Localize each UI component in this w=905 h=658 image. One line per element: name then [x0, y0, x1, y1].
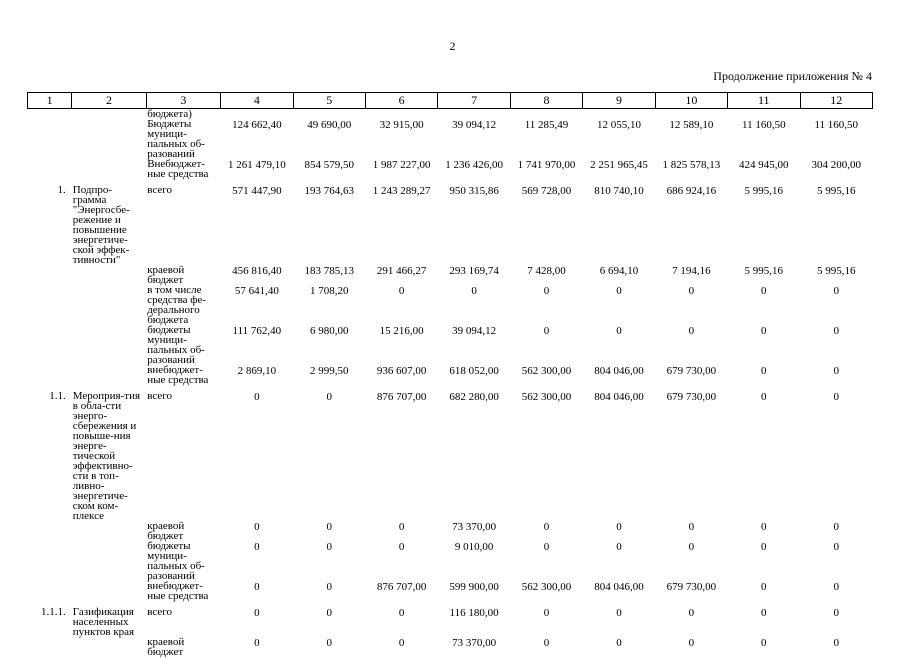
- row-code: [28, 365, 72, 391]
- value-cell: 0: [761, 541, 767, 553]
- value-cell: 571 447,90: [232, 185, 282, 197]
- value-cell: 12 589,10: [669, 119, 714, 131]
- column-header: 1: [28, 93, 72, 109]
- value-cell: 2 869,10: [237, 365, 277, 377]
- value-cell: 2 999,50: [310, 365, 349, 377]
- column-header: 6: [365, 93, 437, 109]
- value-cell: 193 764,63: [304, 185, 354, 197]
- value-cell: 1 987 227,00: [372, 159, 431, 171]
- column-header: 7: [438, 93, 510, 109]
- value-cell: 810 740,10: [594, 185, 644, 197]
- value-cell: 0: [761, 365, 767, 377]
- value-cell: 599 900,00: [449, 581, 499, 593]
- value-cell: 562 300,00: [521, 365, 572, 377]
- value-cell: 0: [398, 541, 405, 553]
- row-name: [72, 265, 146, 285]
- value-cell: 183 785,13: [304, 265, 354, 277]
- value-cell: 0: [761, 391, 767, 403]
- value-cell: 1 261 479,10: [227, 159, 286, 171]
- row-name: [72, 637, 146, 657]
- funding-source: Внебюджет-ные средства: [147, 158, 209, 180]
- value-cell: 0: [761, 637, 767, 649]
- value-cell: [583, 109, 655, 120]
- value-cell: 686 924,16: [666, 185, 717, 197]
- value-cell: 12 055,10: [596, 119, 641, 131]
- value-cell: 0: [398, 607, 405, 619]
- column-header: 10: [655, 93, 727, 109]
- row-code: [28, 119, 72, 159]
- value-cell: 293 169,74: [449, 265, 499, 277]
- value-cell: 9 010,00: [454, 541, 494, 553]
- column-header: 4: [221, 93, 293, 109]
- value-cell: 32 915,00: [379, 119, 424, 131]
- table-row: [28, 607, 873, 637]
- value-cell: 679 730,00: [666, 365, 717, 377]
- value-cell: 11 160,50: [814, 119, 859, 131]
- value-cell: 0: [543, 325, 550, 337]
- value-cell: 0: [326, 541, 332, 553]
- value-cell: 0: [398, 285, 405, 297]
- row-name: Подпро-грамма "Энергосбе-режение и повышение энергетиче-ской эффек-тивности": [72, 184, 130, 266]
- column-number-header-row: [28, 93, 873, 109]
- value-cell: 0: [616, 541, 622, 553]
- value-cell: 0: [833, 637, 839, 649]
- table-row: [28, 391, 873, 521]
- value-cell: 0: [326, 607, 332, 619]
- table-body: [28, 109, 873, 658]
- row-code: [28, 159, 72, 185]
- table-row: [28, 581, 873, 607]
- column-header: 11: [728, 93, 800, 109]
- budget-table: [27, 92, 873, 657]
- value-cell: 0: [254, 581, 260, 593]
- table-row: [28, 325, 873, 365]
- value-cell: 0: [688, 325, 695, 337]
- page-number: 2: [449, 39, 456, 53]
- value-cell: 682 280,00: [449, 391, 499, 403]
- value-cell: 0: [326, 581, 332, 593]
- value-cell: [510, 109, 582, 120]
- value-cell: 73 370,00: [452, 521, 497, 533]
- value-cell: [365, 109, 437, 120]
- table-row: [28, 265, 873, 285]
- value-cell: [293, 109, 365, 120]
- row-code: [28, 521, 72, 541]
- row-name: [72, 285, 146, 325]
- row-code: [28, 581, 72, 607]
- table-row: [28, 521, 873, 541]
- value-cell: 0: [616, 607, 622, 619]
- funding-source: всего: [147, 390, 172, 402]
- value-cell: 804 046,00: [594, 365, 644, 377]
- row-code: [28, 265, 72, 285]
- table-row: [28, 119, 873, 159]
- row-code: [28, 285, 72, 325]
- value-cell: 73 370,00: [452, 637, 497, 649]
- value-cell: 0: [833, 521, 839, 533]
- value-cell: [655, 109, 727, 120]
- value-cell: 0: [543, 607, 550, 619]
- value-cell: 0: [543, 637, 550, 649]
- value-cell: 876 707,00: [376, 391, 427, 403]
- row-code: [28, 325, 72, 365]
- row-code: 1.1.: [49, 390, 66, 402]
- value-cell: 0: [688, 285, 695, 297]
- value-cell: 7 428,00: [527, 265, 566, 277]
- funding-source: в том числе средства фе-дерального бюджета: [147, 284, 206, 326]
- value-cell: 5 995,16: [744, 265, 784, 277]
- value-cell: 0: [761, 581, 767, 593]
- value-cell: 876 707,00: [376, 581, 427, 593]
- value-cell: 0: [254, 607, 260, 619]
- table-row: [28, 637, 873, 657]
- value-cell: 0: [688, 607, 695, 619]
- funding-source: Бюджеты муници-пальных об-разований: [147, 118, 205, 160]
- column-header: 3: [146, 93, 220, 109]
- value-cell: 0: [761, 285, 767, 297]
- value-cell: 804 046,00: [594, 391, 644, 403]
- table-row: [28, 185, 873, 265]
- value-cell: 124 662,40: [232, 119, 282, 131]
- value-cell: 39 094,12: [452, 119, 497, 131]
- value-cell: 57 641,40: [234, 285, 279, 297]
- value-cell: 0: [688, 521, 695, 533]
- row-name: [72, 365, 146, 391]
- value-cell: 0: [616, 285, 622, 297]
- value-cell: 0: [326, 637, 332, 649]
- table-row: [28, 159, 873, 185]
- value-cell: 1 243 289,27: [372, 185, 431, 197]
- funding-source: всего: [147, 184, 172, 196]
- value-cell: 0: [254, 521, 260, 533]
- value-cell: 0: [833, 365, 839, 377]
- row-name: [72, 119, 146, 159]
- value-cell: 618 052,00: [449, 365, 499, 377]
- value-cell: 569 728,00: [521, 185, 572, 197]
- value-cell: [221, 109, 293, 120]
- value-cell: 0: [761, 521, 767, 533]
- value-cell: 0: [398, 637, 405, 649]
- value-cell: 1 236 426,00: [445, 159, 503, 171]
- value-cell: [438, 109, 510, 120]
- table-row: [28, 541, 873, 581]
- continuation-note: Продолжение приложения № 4: [713, 69, 872, 83]
- value-cell: 0: [616, 637, 622, 649]
- value-cell: 0: [471, 285, 477, 297]
- value-cell: 0: [543, 285, 550, 297]
- value-cell: 854 579,50: [304, 159, 354, 171]
- value-cell: 0: [688, 637, 695, 649]
- value-cell: 0: [833, 607, 839, 619]
- value-cell: 562 300,00: [521, 581, 572, 593]
- funding-source: бюджеты муници-пальных об-разований: [147, 540, 205, 582]
- value-cell: 5 995,16: [817, 185, 856, 197]
- funding-source: краевой бюджет: [147, 636, 185, 658]
- row-name: [72, 325, 146, 365]
- value-cell: 0: [616, 325, 622, 337]
- value-cell: 1 708,20: [310, 285, 349, 297]
- value-cell: 5 995,16: [817, 265, 856, 277]
- value-cell: 1 741 970,00: [517, 159, 576, 171]
- row-code: 1.: [57, 184, 66, 196]
- value-cell: 424 945,00: [739, 159, 789, 171]
- value-cell: 0: [398, 521, 405, 533]
- value-cell: 0: [761, 607, 767, 619]
- value-cell: 291 466,27: [376, 265, 427, 277]
- value-cell: 7 194,16: [672, 265, 711, 277]
- value-cell: 0: [254, 637, 260, 649]
- value-cell: 0: [543, 521, 550, 533]
- column-header: 8: [510, 93, 582, 109]
- value-cell: 5 995,16: [744, 185, 784, 197]
- value-cell: 0: [833, 581, 839, 593]
- value-cell: 116 180,00: [449, 607, 499, 619]
- value-cell: [800, 109, 873, 120]
- column-header: 5: [293, 93, 365, 109]
- value-cell: 304 200,00: [811, 159, 861, 171]
- row-name: [72, 109, 146, 120]
- value-cell: 49 690,00: [307, 119, 352, 131]
- value-cell: 11 160,50: [741, 119, 786, 131]
- value-cell: 0: [254, 391, 260, 403]
- value-cell: 679 730,00: [666, 581, 717, 593]
- value-cell: 936 607,00: [376, 365, 427, 377]
- value-cell: 15 216,00: [379, 325, 424, 337]
- value-cell: 39 094,12: [452, 325, 497, 337]
- value-cell: 456 816,40: [232, 265, 282, 277]
- value-cell: 0: [326, 391, 332, 403]
- value-cell: 2 251 965,45: [590, 159, 648, 171]
- value-cell: 111 762,40: [232, 325, 282, 337]
- funding-source: внебюджет-ные средства: [147, 364, 209, 386]
- value-cell: 0: [833, 541, 839, 553]
- value-cell: 0: [833, 285, 839, 297]
- funding-source: краевой бюджет: [147, 520, 185, 542]
- value-cell: [728, 109, 800, 120]
- column-header: 12: [800, 93, 873, 109]
- row-code: [28, 109, 72, 120]
- value-cell: 0: [326, 521, 332, 533]
- table-row: [28, 365, 873, 391]
- value-cell: 679 730,00: [666, 391, 717, 403]
- value-cell: 11 285,49: [524, 119, 569, 131]
- row-name: Мероприя-тия в обла-сти энерго-сбережения и повыше-ния энерге-тической эффективно-сти в топ-ливно-энергетиче-ском ком-плексе: [72, 390, 141, 522]
- funding-source: всего: [147, 606, 172, 618]
- row-code: [28, 541, 72, 581]
- value-cell: 562 300,00: [521, 391, 572, 403]
- row-name: [72, 521, 146, 541]
- column-header: 9: [583, 93, 655, 109]
- value-cell: 804 046,00: [594, 581, 644, 593]
- row-code: 1.1.1.: [41, 606, 66, 618]
- value-cell: 0: [833, 391, 839, 403]
- row-name: [72, 581, 146, 607]
- value-cell: 0: [761, 325, 767, 337]
- table-row: [28, 285, 873, 325]
- value-cell: 950 315,86: [449, 185, 499, 197]
- funding-source: бюджета): [147, 108, 192, 120]
- funding-source: внебюджет-ные средства: [147, 580, 209, 602]
- funding-source: краевой бюджет: [147, 264, 185, 286]
- value-cell: 6 980,00: [310, 325, 349, 337]
- row-code: [28, 637, 72, 657]
- row-name: [72, 541, 146, 581]
- funding-source: бюджеты муници-пальных об-разований: [147, 324, 205, 366]
- row-name: [72, 159, 146, 185]
- value-cell: 6 694,10: [599, 265, 639, 277]
- value-cell: 0: [543, 541, 550, 553]
- value-cell: 0: [254, 541, 260, 553]
- value-cell: 0: [833, 325, 839, 337]
- value-cell: 1 825 578,13: [662, 159, 721, 171]
- column-header: 2: [72, 93, 146, 109]
- value-cell: 0: [616, 521, 622, 533]
- value-cell: 0: [688, 541, 695, 553]
- row-name: Газификация населенных пунктов края: [72, 606, 135, 638]
